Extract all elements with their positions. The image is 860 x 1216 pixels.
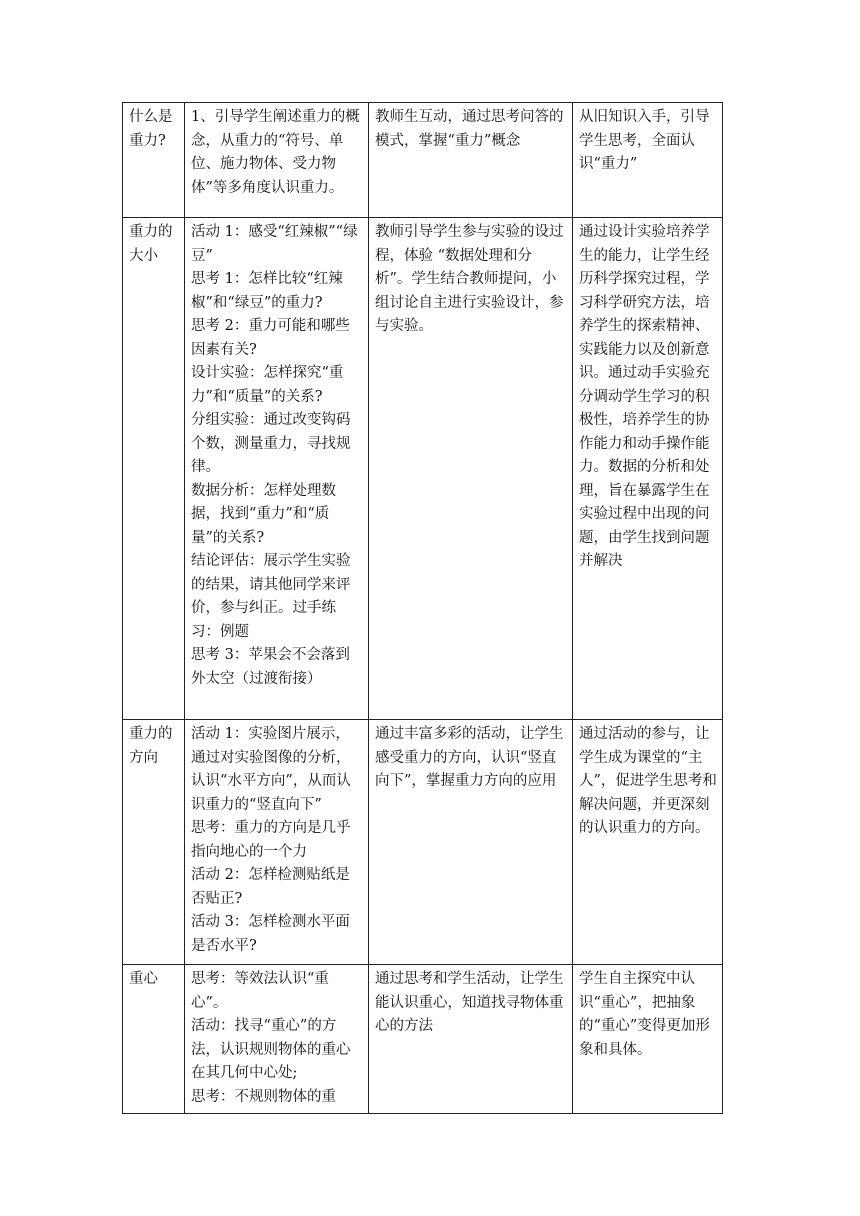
activity-line: 结论评估：展示学生实验的结果，请其他同学来评价，参与纠正。过手练习：例题	[191, 553, 351, 640]
activity-cell	[185, 720, 369, 965]
activity-line: 1、引导学生阐述重力的概念，从重力的“符号、单位、施力物体、受力物体”等多角度认识重力。	[191, 109, 360, 196]
table-row	[123, 720, 723, 965]
activity-line: 思考 1：怎样比较“红辣椒”和“绿豆”的重力?	[191, 271, 343, 311]
activity-line: 思考：等效法认识“重心”。	[191, 971, 329, 1011]
student-activity-cell: 通过思考和学生活动，让学生能认识重心，知道找寻物体重心的方法	[369, 965, 573, 1114]
design-intent-cell: 学生自主探究中认识“重心”，把抽象的“重心”变得更加形象和具体。	[573, 965, 723, 1114]
activity-cell	[185, 218, 369, 720]
student-activity-cell: 通过丰富多彩的活动，让学生感受重力的方向，认识“竖直向下”，掌握重力方向的应用	[369, 720, 573, 965]
activity-line: 活动 1：感受“红辣椒”“绿豆”	[191, 224, 358, 264]
activity-line: 活动 1：实验图片展示，通过对实验图像的分析，认识“水平方向”，从而认识重力的“竖直向下”	[191, 726, 351, 813]
topic-cell: 什么是重力?	[123, 103, 185, 218]
topic-cell: 重力的大小	[123, 218, 185, 720]
activity-cell	[185, 103, 369, 218]
topic-cell: 重心	[123, 965, 185, 1114]
student-activity-cell: 教师引导学生参与实验的设过程，体验 “数据处理和分析”。学生结合教师提问，小组讨论自主进行实验设计，参与实验。	[369, 218, 573, 720]
table-row	[123, 965, 723, 1114]
lesson-plan-table	[122, 102, 723, 1114]
table-row	[123, 218, 723, 720]
student-activity-cell: 教师生互动，通过思考问答的模式，掌握“重力”概念	[369, 103, 573, 218]
activity-cell	[185, 965, 369, 1114]
activity-line: 活动 3：怎样检测水平面是否水平?	[191, 914, 350, 954]
design-intent-cell: 从旧知识入手，引导学生思考，全面认识“重力”	[573, 103, 723, 218]
topic-cell: 重力的方向	[123, 720, 185, 965]
activity-line: 活动：找寻“重心”的方法，认识规则物体的重心在其几何中心处;	[191, 1018, 351, 1081]
activity-line: 思考：重力的方向是几乎指向地心的一个力	[191, 820, 351, 860]
table-row	[123, 103, 723, 218]
activity-line: 数据分析：怎样处理数据，找到“重力”和“质量”的关系?	[191, 482, 336, 546]
activity-line: 分组实验：通过改变钩码个数，测量重力，寻找规律。	[191, 412, 351, 475]
design-intent-cell: 通过活动的参与，让学生成为课堂的“主人”，促进学生思考和解决问题，并更深刻的认识重力的方向。	[573, 720, 723, 965]
activity-line: 思考：不规则物体的重	[191, 1088, 336, 1105]
activity-line: 思考 2：重力可能和哪些因素有关?	[191, 318, 350, 358]
activity-line: 活动 2：怎样检测贴纸是否贴正?	[191, 867, 350, 907]
design-intent-cell: 通过设计实验培养学生的能力，让学生经历科学探究过程，学习科学研究方法，培养学生的探索精神、实践能力以及创新意识。通过动手实验充分调动学生学习的积极性，培养学生的协作能力和动手操作能力。数据的分析和处理，旨在暴露学生在实验过程中出现的问题，由学生找到问题并解决	[573, 218, 723, 720]
activity-line: 思考 3：苹果会不会落到外太空（过渡衔接）	[191, 647, 350, 687]
activity-line: 设计实验：怎样探究“重力”和“质量”的关系?	[191, 365, 344, 405]
